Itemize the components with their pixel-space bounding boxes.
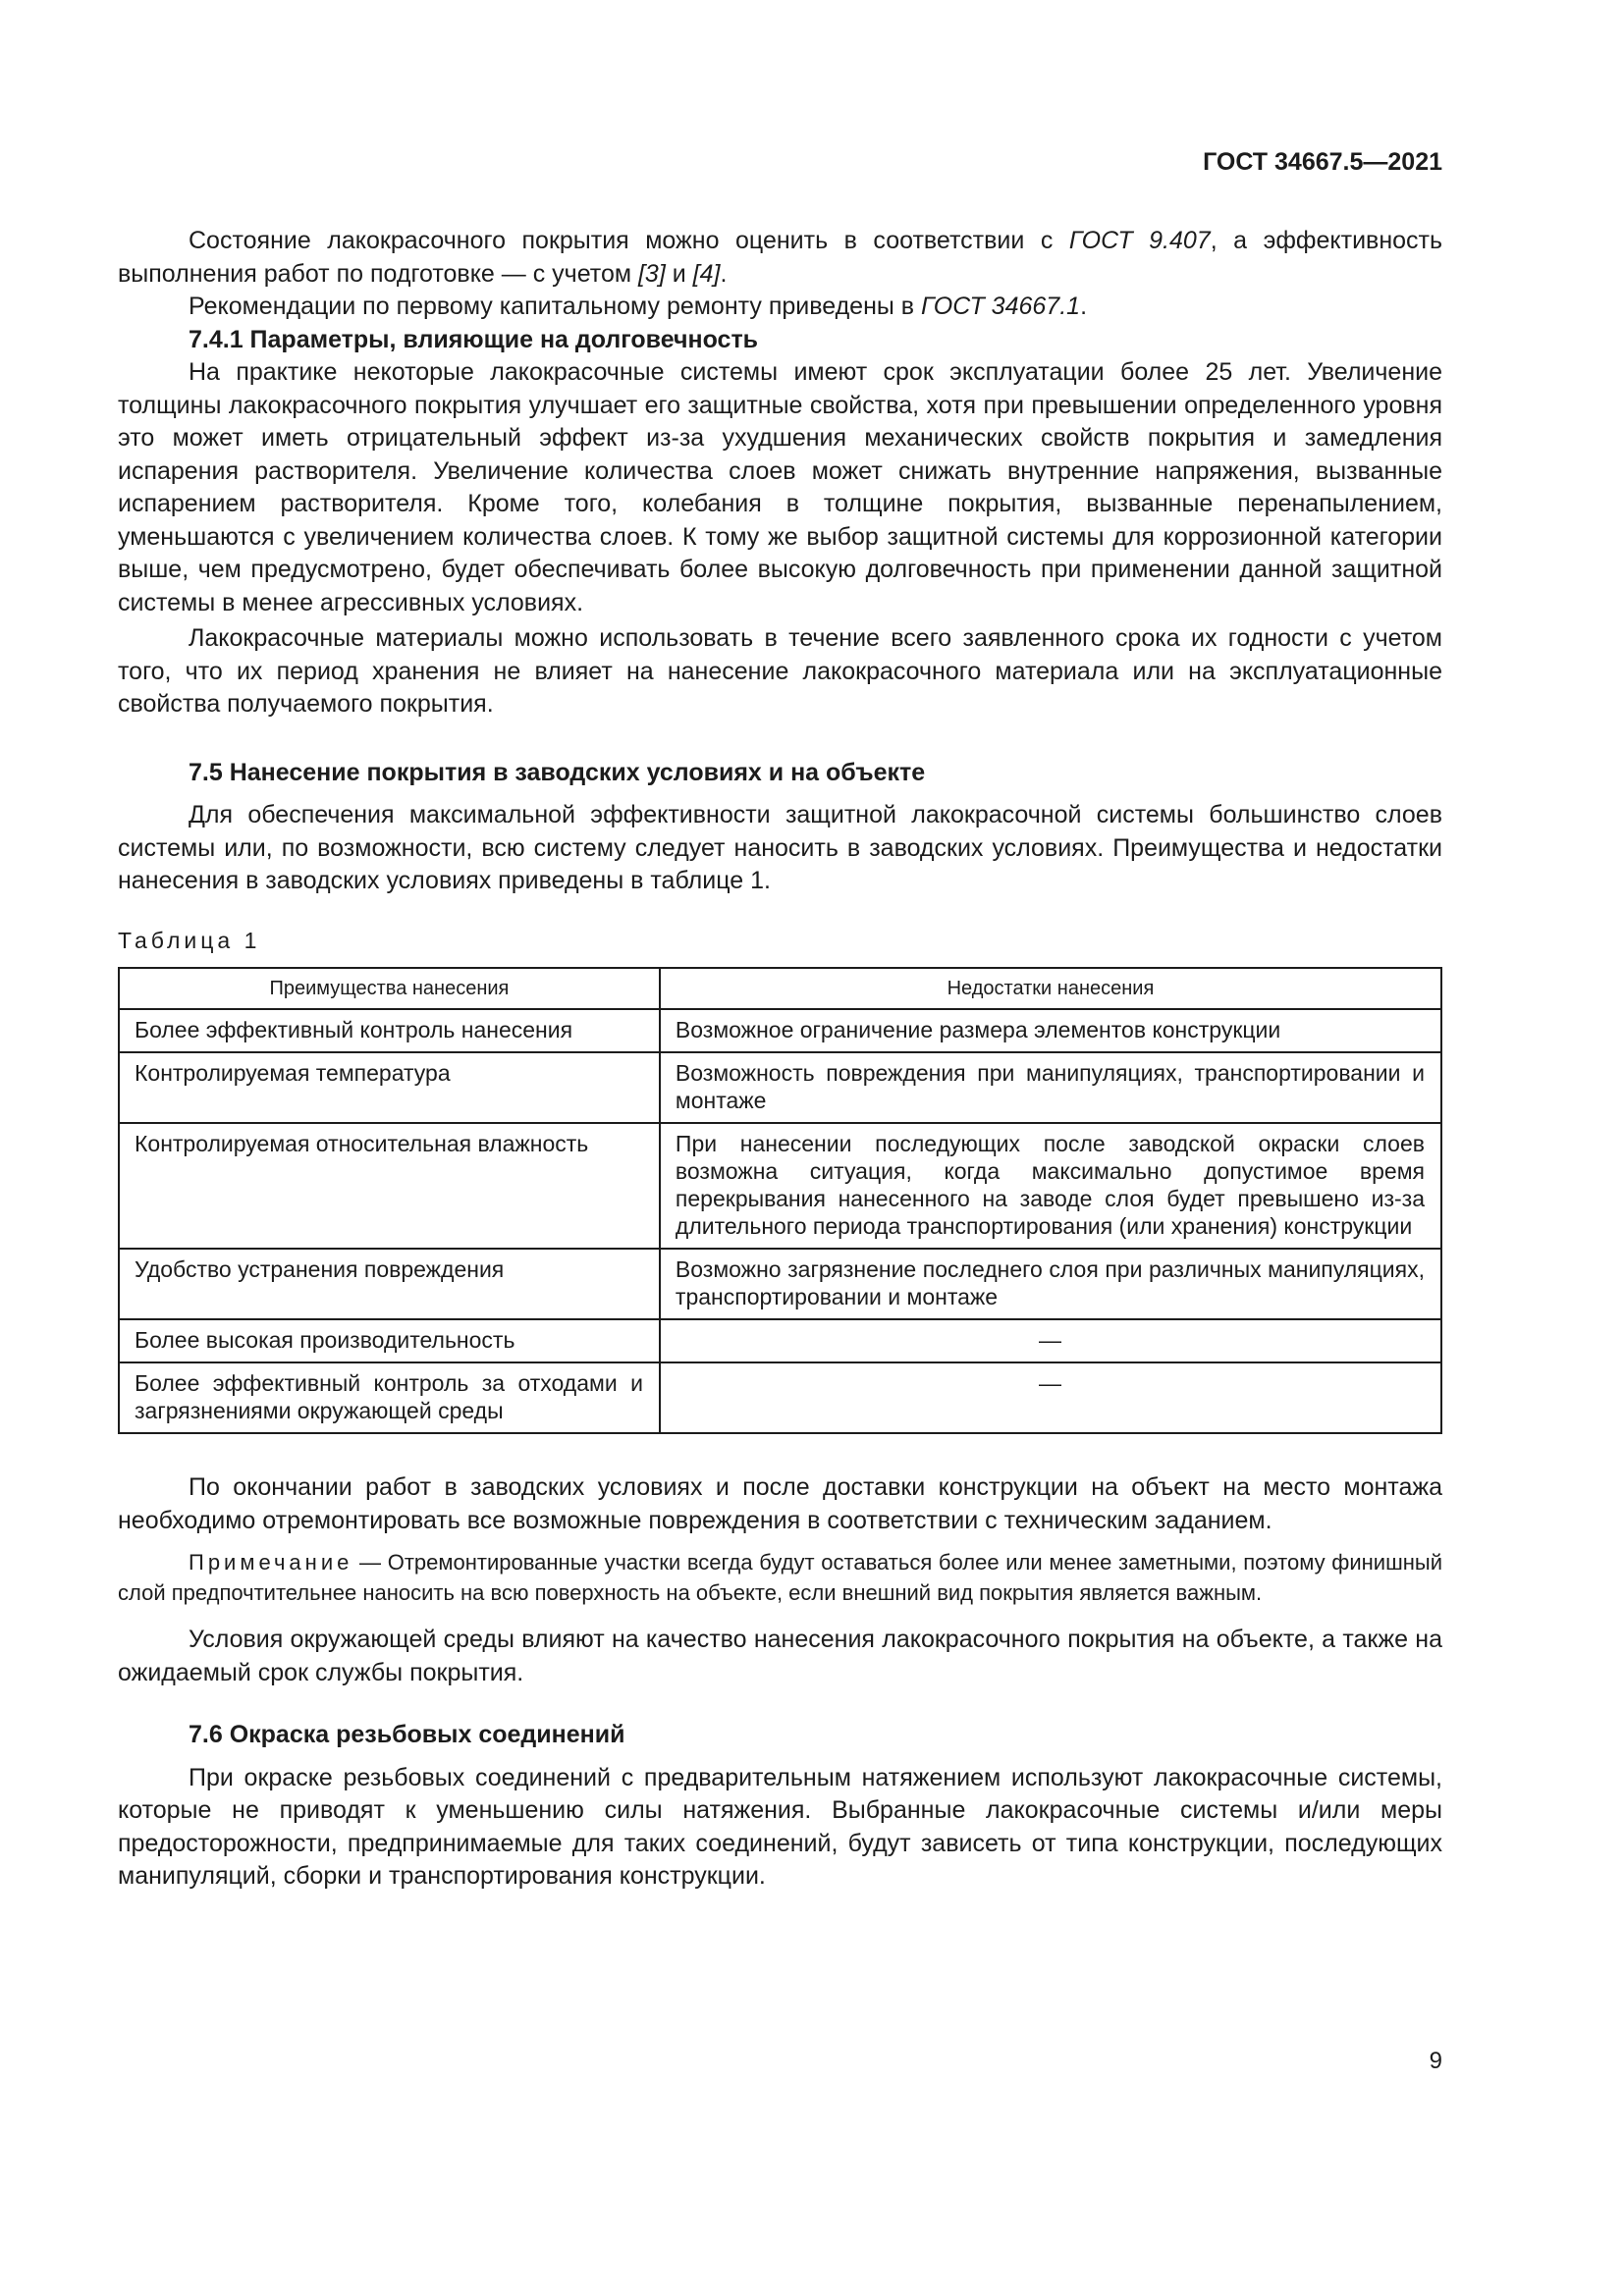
table-row	[119, 1123, 1441, 1249]
disadvantage-cell: —	[660, 1362, 1441, 1433]
table-row	[119, 1319, 1441, 1362]
table-row	[119, 1052, 1441, 1123]
page-content	[118, 225, 1442, 1894]
advantage-cell: Более высокая производительность	[119, 1319, 660, 1362]
intro-paragraph-2	[118, 291, 1442, 324]
note-label: Примечание	[189, 1550, 353, 1575]
page-number: 9	[1429, 2048, 1442, 2074]
disadvantage-cell: При нанесении последующих после заводской окраски слоев возможна ситуация, когда максимально допустимое время перекрывания нанесенного на заводе слоя будет превышено из-за длительного периода транспортирования (или хранения) конструкции	[660, 1123, 1441, 1249]
bibliography-reference: [4]	[692, 259, 721, 288]
note	[118, 1547, 1442, 1608]
advantage-cell: Более эффективный контроль нанесения	[119, 1009, 660, 1052]
table-row	[119, 1362, 1441, 1433]
advantages-table	[118, 967, 1442, 1434]
bibliography-reference: [3]	[637, 259, 666, 288]
disadvantage-cell: —	[660, 1319, 1441, 1362]
text-run: .	[1080, 293, 1088, 320]
table-row	[119, 1249, 1441, 1319]
intro-paragraph-1	[118, 225, 1442, 291]
disadvantage-cell: Возможность повреждения при манипуляциях, транспортировании и монтаже	[660, 1052, 1441, 1123]
text-run: , а эффективность выполнения работ по подготовке — с учетом	[118, 227, 1443, 288]
section-7-5-paragraph-2: По окончании работ в заводских условиях и после доставки конструкции на объект на место монтажа необходимо отремонтировать все возможные повреждения в соответствии с техническим заданием.	[118, 1473, 1442, 1534]
standard-reference: ГОСТ 34667.1	[921, 293, 1081, 320]
disadvantage-cell: Возможно загрязнение последнего слоя при различных манипуляциях, транспортировании и монтаже	[660, 1249, 1441, 1319]
section-7-5-heading: 7.5 Нанесение покрытия в заводских условиях и на объекте	[189, 758, 926, 786]
section-7-4-1-paragraph-1: На практике некоторые лакокрасочные системы имеют срок эксплуатации более 25 лет. Увеличение толщины лакокрасочного покрытия улучшает его защитные свойства, хотя при превышении определенного уровня это может иметь отрицательный эффект из-за ухудшения механических свойств покрытия и замедления испарения растворителя. Увеличение количества слоев может снижать внутренние напряжения, вызванные испарением растворителя. Кроме того, колебания в толщине покрытия, вызванные перенапылением, уменьшаются с увеличением количества слоев. К тому же выбор защитной системы для коррозионной категории выше, чем предусмотрено, будет обеспечивать более высокую долговечность при применении данной защитной системы в менее агрессивных условиях.	[118, 358, 1442, 616]
advantage-cell: Удобство устранения повреждения	[119, 1249, 660, 1319]
section-7-6-paragraph-1: При окраске резьбовых соединений с предварительным натяжением используют лакокрасочные системы, которые не приводят к уменьшению силы натяжения. Выбранные лакокрасочные системы и/или меры предосторожности, предпринимаемые для таких соединений, будут зависеть от типа конструкции, последующих манипуляций, сборки и транспортирования конструкции.	[118, 1763, 1442, 1890]
column-header-disadvantages: Недостатки нанесения	[660, 968, 1441, 1009]
table-header-row	[119, 968, 1441, 1009]
standard-reference: ГОСТ 9.407	[1068, 227, 1211, 254]
column-header-advantages: Преимущества нанесения	[119, 968, 660, 1009]
advantage-cell: Контролируемая температура	[119, 1052, 660, 1123]
note-text: — Отремонтированные участки всегда будут оставаться более или менее заметными, поэтому финишный слой предпочтительнее наносить на всю поверхность на объекте, если внешний вид покрытия является важным.	[118, 1550, 1442, 1605]
advantage-cell: Более эффективный контроль за отходами и загрязнениями окружающей среды	[119, 1362, 660, 1433]
advantage-cell: Контролируемая относительная влажность	[119, 1123, 660, 1249]
text-run: и	[665, 259, 693, 288]
disadvantage-cell: Возможное ограничение размера элементов конструкции	[660, 1009, 1441, 1052]
section-7-5-paragraph-3: Условия окружающей среды влияют на качество нанесения лакокрасочного покрытия на объекте, а также на ожидаемый срок службы покрытия.	[118, 1626, 1442, 1686]
standard-header: ГОСТ 34667.5—2021	[1203, 148, 1442, 176]
table-row	[119, 1009, 1441, 1052]
text-run: Состояние лакокрасочного покрытия можно оценить в соответствии с	[189, 227, 1069, 254]
section-7-5-paragraph-1: Для обеспечения максимальной эффективности защитной лакокрасочной системы большинство слоев системы или, по возможности, всю систему следует наносить в заводских условиях. Преимущества и недостатки нанесения в заводских условиях приведены в таблице 1.	[118, 801, 1442, 894]
text-run: Рекомендации по первому капитальному ремонту приведены в	[189, 293, 922, 320]
section-7-4-1-heading: 7.4.1 Параметры, влияющие на долговечность	[189, 325, 759, 353]
table-label: Таблица 1	[118, 927, 261, 953]
section-7-6-heading: 7.6 Окраска резьбовых соединений	[189, 1721, 625, 1748]
section-7-4-1-paragraph-2: Лакокрасочные материалы можно использовать в течение всего заявленного срока их годности с учетом того, что их период хранения не влияет на нанесение лакокрасочного материала или на эксплуатационные свойства получаемого покрытия.	[118, 624, 1442, 718]
text-run: .	[720, 259, 728, 288]
